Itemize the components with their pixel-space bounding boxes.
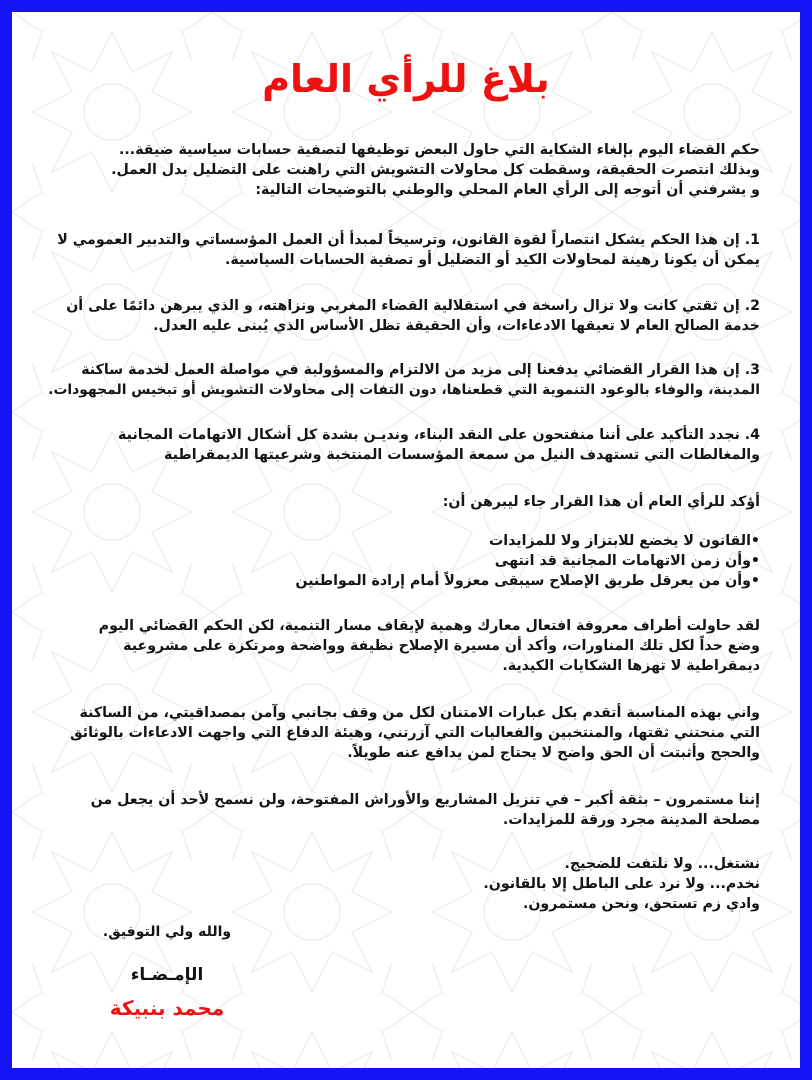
point-4	[40, 425, 760, 465]
intro-line: و يشرفني أن أتوجه إلى الرأي العام المحلي والوطني بالتوضيحات التالية:	[255, 182, 760, 198]
paragraph-6	[40, 703, 760, 763]
point-2	[40, 296, 760, 336]
blessing-text: والله ولي التوفيق.	[102, 924, 232, 940]
bullet-list	[260, 531, 760, 591]
closing-line: نشتغل... ولا نلتفت للضجيج.	[564, 856, 760, 872]
bullet-item: •وأن من يعرقل طريق الإصلاح سيبقى معزولاً أمام إرادة المواطنين	[295, 573, 760, 589]
point-line: يمكن أن يكونا رهينة لمحاولات الكيد أو التضليل أو تصفية الحسابات السياسية.	[225, 252, 760, 268]
intro-line: وبذلك انتصرت الحقيقة، وسقطت كل محاولات التشويش التي راهنت على التضليل بدل العمل.	[111, 162, 760, 178]
closing-lines	[360, 854, 760, 914]
paragraph-line: لقد حاولت أطراف معروفة افتعال معارك وهمية لإيقاف مسار التنمية، لكن الحكم القضائي اليوم	[98, 618, 760, 634]
document-page	[12, 12, 800, 1068]
point-line: والمغالطات التي تستهدف النيل من سمعة المؤسسات المنتخبة وشرعيتها الديمقراطية	[164, 447, 760, 463]
signature-label: الإمـضـاء	[130, 965, 204, 985]
paragraph-line: ديمقراطية لا تهزها الشكايات الكيدية.	[502, 658, 760, 674]
point-line: خدمة الصالح العام لا تعيقها الادعاءات، وأن الحقيقة تظل الأساس الذي يُبنى عليه العدل.	[153, 318, 760, 334]
paragraph-line: واني بهذه المناسبة أتقدم بكل عبارات الامتنان لكل من وقف بجانبي وآمن بمصداقيتي، من الساكنة	[79, 705, 760, 721]
intro-line: حكم القضاء اليوم بإلغاء الشكاية التي حاول البعض توظيفها لتصفية حسابات سياسية ضيقة...	[119, 142, 760, 158]
paragraph-line: وضع حداً لكل تلك المناورات، وأكد أن مسيرة الإصلاح نظيفة وواضحة ومرتكزة على مشروعية	[123, 638, 760, 654]
point-1	[40, 230, 760, 270]
signatory-name: محمد بنبيكة	[109, 996, 225, 1020]
closing-line: وادي زم تستحق، ونحن مستمرون.	[522, 896, 760, 912]
intro-paragraph	[40, 140, 760, 200]
point-line: المدينة، والوفاء بالوعود التنموية التي قطعناها، دون التفات إلى محاولات التشويش أو تبخيس المجهودات.	[48, 382, 760, 398]
point-line: 2. إن ثقتي كانت ولا تزال راسخة في استقلالية القضاء المغربي ونزاهته، و الذي يبرهن دائمًا على أن	[66, 298, 760, 314]
point-3	[40, 360, 760, 400]
bullet-item: •وأن زمن الاتهامات المجانية قد انتهى	[494, 553, 760, 569]
paragraph-line: إننا مستمرون – بثقة أكبر – في تنزيل المشاريع والأوراش المفتوحة، ولن نسمح لأحد أن يجعل من	[90, 792, 760, 808]
signature-block	[82, 920, 252, 1022]
closing-line: نخدم... ولا نرد على الباطل إلا بالقانون.	[483, 876, 760, 892]
paragraph-5	[40, 616, 760, 676]
point-line: 1. إن هذا الحكم يشكل انتصاراً لقوة القانون، وترسيخاً لمبدأ أن العمل المؤسساتي والتدبير العمومي لا	[57, 232, 760, 248]
point-line: 3. إن هذا القرار القضائي يدفعنا إلى مزيد من الالتزام والمسؤولية في مواصلة العمل لخدمة ساكنة	[81, 362, 760, 378]
point-line: 4. نجدد التأكيد على أننا منفتحون على النقد البناء، ونديـن بشدة كل أشكال الاتهامات المجانية	[118, 427, 760, 443]
lead-line: أؤكد للرأي العام أن هذا القرار جاء ليبرهن أن:	[442, 494, 760, 510]
paragraph-line: مصلحة المدينة مجرد ورقة للمزايدات.	[502, 812, 760, 828]
paragraph-7	[40, 790, 760, 830]
lead-statement	[40, 492, 760, 512]
bullet-item: •القانون لا يخضع للابتزاز ولا للمزايدات	[488, 533, 760, 549]
paragraph-line: والحجج وأثبتت أن الحق واضح لا يحتاج لمن يدافع عنه طويلاً.	[347, 745, 760, 761]
paragraph-line: التي منحتني ثقتها، والمنتخبين والفعاليات التي آزرتني، وهيئة الدفاع التي واجهت الادعاءات بالوثائق	[70, 725, 760, 741]
document-title: بلاغ للرأي العام	[262, 57, 550, 101]
